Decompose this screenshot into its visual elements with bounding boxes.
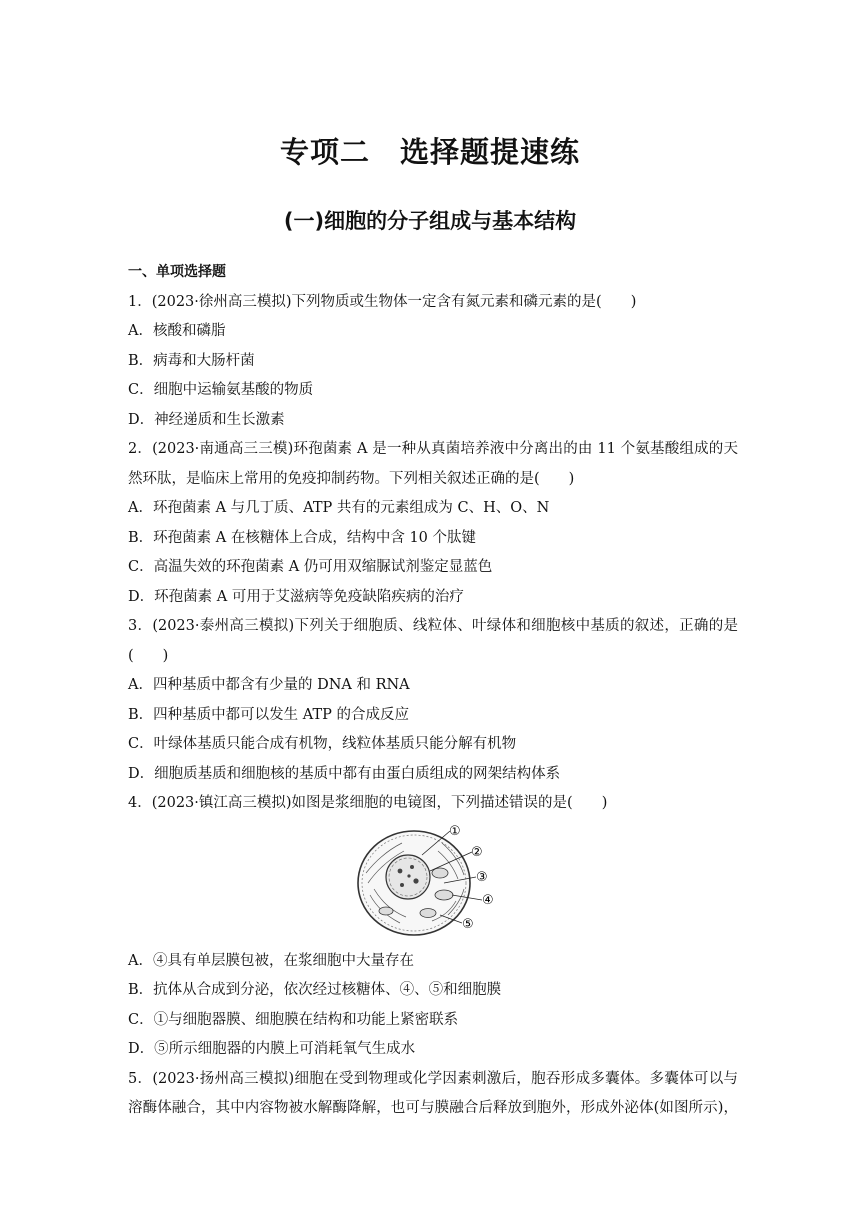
q3-option-b: B．四种基质中都可以发生 ATP 的合成反应 bbox=[128, 706, 409, 723]
q2-stem-line1: 2．(2023·南通高三三模)环孢菌素 A 是一种从真菌培养液中分离出的由 11 个氨基酸组成的天 bbox=[128, 441, 738, 457]
q2-option-c: C．高温失效的环孢菌素 A 仍可用双缩脲试剂鉴定显蓝色 bbox=[128, 559, 493, 575]
plasma-cell-figure bbox=[128, 823, 738, 941]
q3-option-d: D．细胞质基质和细胞核的基质中都有由蛋白质组成的网架结构体系 bbox=[128, 765, 561, 782]
q5-stem-line1: 5．(2023·扬州高三模拟)细胞在受到物理或化学因素刺激后，胞吞形成多囊体。多囊体可以与 bbox=[128, 1070, 738, 1087]
figure-label-1: ① bbox=[449, 823, 461, 839]
q1-stem: 1．(2023·徐州高三模拟)下列物质或生物体一定含有氮元素和磷元素的是( ) bbox=[128, 293, 637, 310]
q1-option-d: D．神经递质和生长激素 bbox=[128, 411, 285, 428]
figure-label-3: ③ bbox=[476, 869, 488, 885]
plasma-cell-diagram bbox=[352, 823, 512, 941]
page-subtitle: (一)细胞的分子组成与基本结构 bbox=[283, 209, 577, 233]
question-list bbox=[128, 258, 738, 1124]
figure-label-2: ② bbox=[471, 844, 483, 860]
q4-option-b: B．抗体从合成到分泌，依次经过核糖体、④、⑤和细胞膜 bbox=[128, 982, 502, 998]
q2-option-a: A．环孢菌素 A 与几丁质、ATP 共有的元素组成为 C、H、O、N bbox=[128, 500, 550, 516]
q3-option-c: C．叶绿体基质只能合成有机物，线粒体基质只能分解有机物 bbox=[128, 736, 517, 752]
q1-option-a: A．核酸和磷脂 bbox=[128, 323, 226, 339]
q1-option-c: C．细胞中运输氨基酸的物质 bbox=[128, 382, 314, 398]
q3-stem-line2: ( ) bbox=[128, 647, 169, 664]
figure-label-4: ④ bbox=[482, 892, 494, 908]
section-heading: 一、单项选择题 bbox=[128, 264, 226, 280]
q5-stem-line2: 溶酶体融合，其中内容物被水解酶降解，也可与膜融合后释放到胞外，形成外泌体(如图所示)， bbox=[128, 1100, 738, 1116]
q2-option-d: D．环孢菌素 A 可用于艾滋病等免疫缺陷疾病的治疗 bbox=[128, 588, 464, 605]
q2-stem-line2: 然环肽，是临床上常用的免疫抑制药物。下列相关叙述正确的是( ) bbox=[128, 470, 575, 487]
q4-stem: 4．(2023·镇江高三模拟)如图是浆细胞的电镜图，下列描述错误的是( ) bbox=[128, 795, 608, 811]
q1-option-b: B．病毒和大肠杆菌 bbox=[128, 352, 255, 369]
q4-option-c: C．①与细胞器膜、细胞膜在结构和功能上紧密联系 bbox=[128, 1011, 459, 1028]
q3-option-a: A．四种基质中都含有少量的 DNA 和 RNA bbox=[128, 677, 410, 693]
figure-label-5: ⑤ bbox=[462, 916, 474, 932]
q3-stem-line1: 3．(2023·泰州高三模拟)下列关于细胞质、线粒体、叶绿体和细胞核中基质的叙述，正确的是 bbox=[128, 618, 738, 634]
q4-option-a: A．④具有单层膜包被，在浆细胞中大量存在 bbox=[128, 952, 414, 969]
q2-option-b: B．环孢菌素 A 在核糖体上合成，结构中含 10 个肽键 bbox=[128, 529, 477, 546]
q4-option-d: D．⑤所示细胞器的内膜上可消耗氧气生成水 bbox=[128, 1041, 416, 1057]
page-title: 专项二 选择题提速练 bbox=[279, 135, 580, 169]
